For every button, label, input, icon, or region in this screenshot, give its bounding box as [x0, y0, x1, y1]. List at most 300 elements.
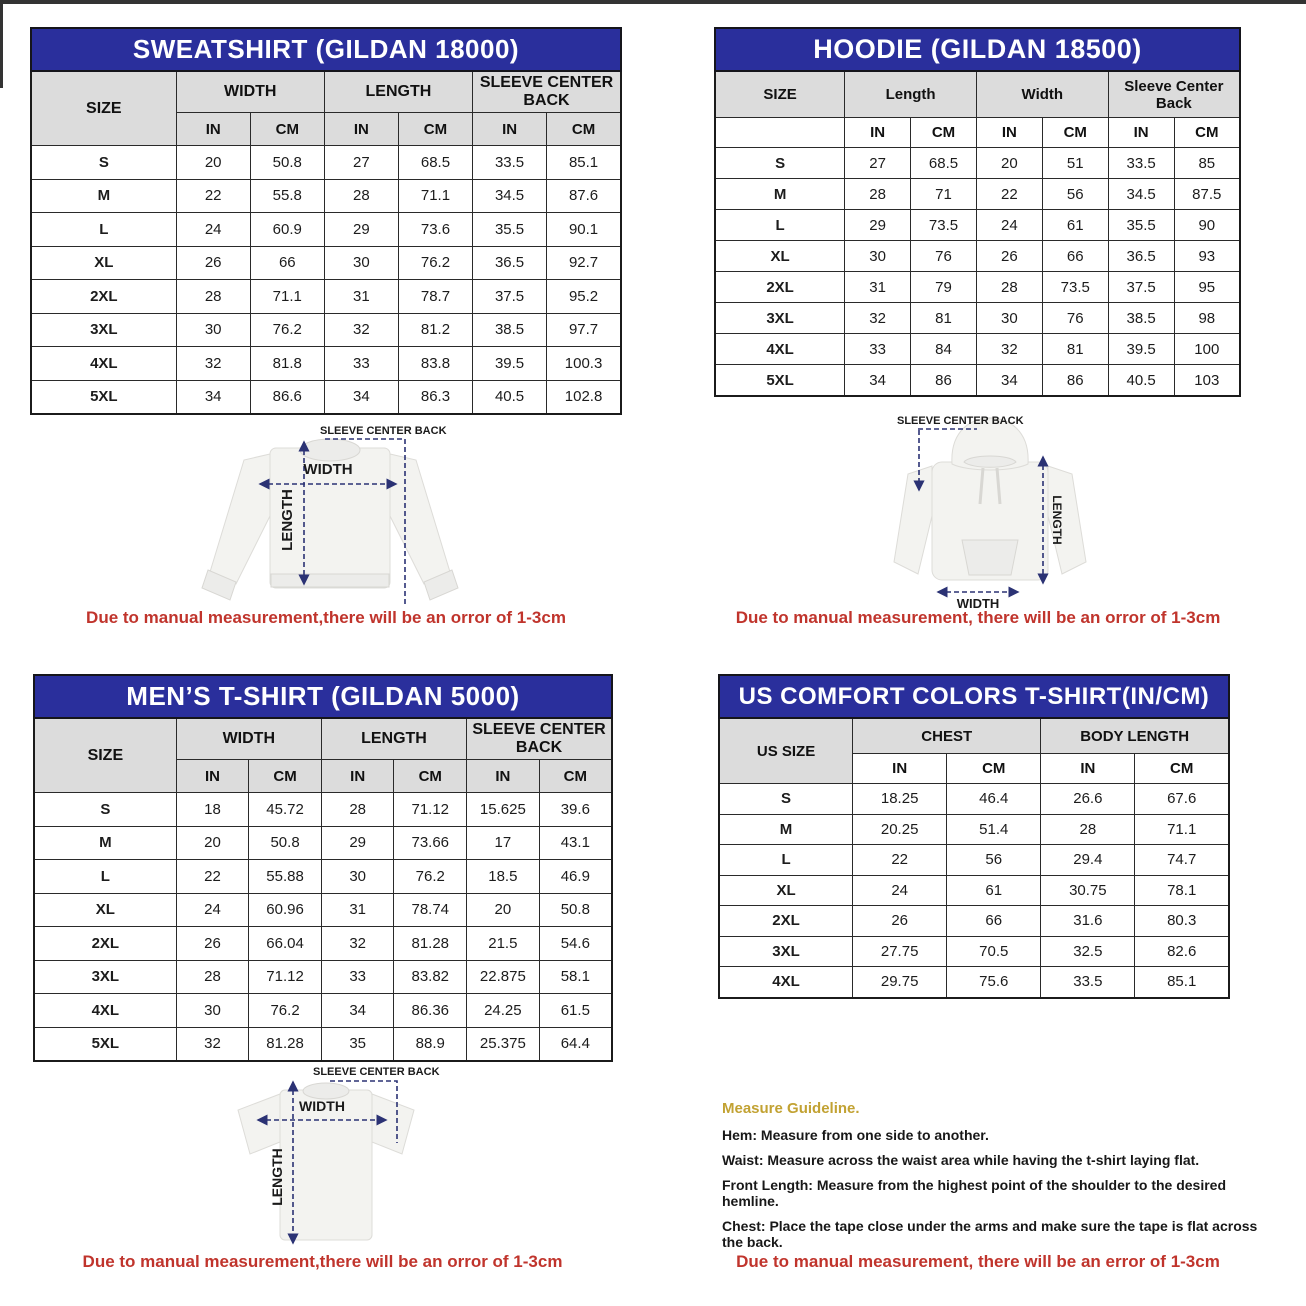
- size-cell: 4XL: [715, 334, 845, 365]
- column-header-body-length: BODY LENGTH: [1041, 718, 1229, 754]
- hoodie-size-chart: [714, 27, 1241, 397]
- value-cell: 31: [321, 893, 394, 927]
- value-cell: 28: [176, 960, 249, 994]
- size-cell: XL: [31, 246, 176, 280]
- column-header-size: SIZE: [31, 71, 176, 146]
- length-label: LENGTH: [279, 489, 296, 551]
- value-cell: 76.2: [398, 246, 472, 280]
- guideline-item-text: Place the tape close under the arms and make sure the tape is flat across the back.: [722, 1218, 1258, 1250]
- size-cell: 4XL: [31, 347, 176, 381]
- unit-header: CM: [394, 760, 467, 793]
- unit-header: CM: [398, 113, 472, 146]
- column-header-length: LENGTH: [321, 718, 466, 760]
- value-cell: 85.1: [547, 146, 621, 180]
- value-cell: 103: [1174, 365, 1240, 397]
- value-cell: 28: [176, 280, 250, 314]
- value-cell: 90: [1174, 210, 1240, 241]
- value-cell: 25.375: [467, 1027, 540, 1061]
- unit-header: IN: [176, 760, 249, 793]
- value-cell: 26.6: [1041, 784, 1135, 815]
- value-cell: 34: [321, 994, 394, 1028]
- size-cell: 3XL: [719, 936, 853, 967]
- value-cell: 36.5: [473, 246, 547, 280]
- value-cell: 32: [324, 313, 398, 347]
- column-header-chest: CHEST: [853, 718, 1041, 754]
- value-cell: 28: [1041, 814, 1135, 845]
- value-cell: 50.8: [249, 826, 322, 860]
- length-label: LENGTH: [1050, 495, 1064, 545]
- table-row: [34, 927, 612, 961]
- value-cell: 97.7: [547, 313, 621, 347]
- width-label: WIDTH: [299, 1098, 345, 1114]
- value-cell: 38.5: [1108, 303, 1174, 334]
- table-row: [31, 179, 621, 213]
- value-cell: 81: [911, 303, 977, 334]
- value-cell: 35.5: [1108, 210, 1174, 241]
- value-cell: 29.4: [1041, 845, 1135, 876]
- value-cell: 33.5: [1108, 148, 1174, 179]
- table-row: [34, 1027, 612, 1061]
- value-cell: 30.75: [1041, 875, 1135, 906]
- value-cell: 60.9: [250, 213, 324, 247]
- value-cell: 27: [845, 148, 911, 179]
- value-cell: 76.2: [394, 860, 467, 894]
- hoodie-measure-diagram: [840, 412, 1240, 612]
- value-cell: 78.74: [394, 893, 467, 927]
- value-cell: 61: [947, 875, 1041, 906]
- value-cell: 26: [853, 906, 947, 937]
- guideline-item-text: Measure across the waist area while having the t-shirt laying flat.: [767, 1152, 1200, 1168]
- size-cell: M: [34, 826, 176, 860]
- value-cell: 34.5: [473, 179, 547, 213]
- value-cell: 28: [321, 793, 394, 827]
- size-cell: 2XL: [31, 280, 176, 314]
- sweatshirt-table: [30, 27, 622, 415]
- value-cell: 87.6: [547, 179, 621, 213]
- value-cell: 54.6: [539, 927, 612, 961]
- table-row: [719, 845, 1229, 876]
- value-cell: 81.28: [394, 927, 467, 961]
- value-cell: 67.6: [1135, 784, 1229, 815]
- value-cell: 86: [1042, 365, 1108, 397]
- value-cell: 29: [321, 826, 394, 860]
- size-cell: L: [719, 845, 853, 876]
- value-cell: 85.1: [1135, 967, 1229, 998]
- guideline-item-label: Waist:: [722, 1152, 764, 1168]
- value-cell: 71: [911, 179, 977, 210]
- value-cell: 22: [853, 845, 947, 876]
- value-cell: 102.8: [547, 380, 621, 414]
- value-cell: 29: [845, 210, 911, 241]
- value-cell: 76: [1042, 303, 1108, 334]
- guideline-item: [722, 1218, 1267, 1250]
- unit-header: IN: [845, 118, 911, 148]
- guideline-item: [722, 1152, 1267, 1168]
- unit-header: CM: [1135, 754, 1229, 784]
- table-row: [31, 280, 621, 314]
- unit-header: CM: [1042, 118, 1108, 148]
- value-cell: 39.5: [473, 347, 547, 381]
- value-cell: 45.72: [249, 793, 322, 827]
- value-cell: 79: [911, 272, 977, 303]
- width-label: WIDTH: [956, 596, 1000, 611]
- value-cell: 32: [976, 334, 1042, 365]
- table-row: [715, 303, 1240, 334]
- value-cell: 26: [976, 241, 1042, 272]
- value-cell: 22: [176, 860, 249, 894]
- value-cell: 86.6: [250, 380, 324, 414]
- table-row: [715, 365, 1240, 397]
- value-cell: 32: [176, 347, 250, 381]
- column-header-length: LENGTH: [324, 71, 472, 113]
- unit-header: IN: [467, 760, 540, 793]
- value-cell: 70.5: [947, 936, 1041, 967]
- value-cell: 60.96: [249, 893, 322, 927]
- value-cell: 33: [324, 347, 398, 381]
- value-cell: 40.5: [473, 380, 547, 414]
- value-cell: 20: [176, 146, 250, 180]
- column-header-sleeve: SLEEVE CENTER BACK: [467, 718, 612, 760]
- guideline-item-text: Measure from one side to another.: [760, 1127, 989, 1143]
- value-cell: 20: [467, 893, 540, 927]
- column-header-width: WIDTH: [176, 718, 321, 760]
- value-cell: 35.5: [473, 213, 547, 247]
- size-cell: 2XL: [34, 927, 176, 961]
- size-cell: 5XL: [34, 1027, 176, 1061]
- table-row: [715, 179, 1240, 210]
- table-row: [34, 960, 612, 994]
- unit-header: IN: [321, 760, 394, 793]
- value-cell: 50.8: [539, 893, 612, 927]
- column-header-width: WIDTH: [176, 71, 324, 113]
- size-cell: XL: [719, 875, 853, 906]
- unit-header: IN: [1108, 118, 1174, 148]
- measure-guideline: [722, 1100, 1267, 1259]
- table-row: [34, 893, 612, 927]
- value-cell: 88.9: [394, 1027, 467, 1061]
- table-row: [31, 347, 621, 381]
- unit-header: IN: [324, 113, 398, 146]
- value-cell: 98: [1174, 303, 1240, 334]
- value-cell: 28: [324, 179, 398, 213]
- value-cell: 71.1: [250, 280, 324, 314]
- value-cell: 24: [176, 213, 250, 247]
- value-cell: 51.4: [947, 814, 1041, 845]
- value-cell: 61.5: [539, 994, 612, 1028]
- sweatshirt-disclaimer: Due to manual measurement,there will be an orror of 1-3cm: [86, 608, 566, 627]
- value-cell: 34: [976, 365, 1042, 397]
- value-cell: 18: [176, 793, 249, 827]
- value-cell: 32: [176, 1027, 249, 1061]
- value-cell: 76: [911, 241, 977, 272]
- empty-header-cell: [715, 118, 845, 148]
- value-cell: 38.5: [473, 313, 547, 347]
- value-cell: 36.5: [1108, 241, 1174, 272]
- value-cell: 24.25: [467, 994, 540, 1028]
- comfort-disclaimer: Due to manual measurement, there will be an error of 1-3cm: [736, 1252, 1220, 1271]
- value-cell: 64.4: [539, 1027, 612, 1061]
- value-cell: 26: [176, 246, 250, 280]
- value-cell: 31: [845, 272, 911, 303]
- value-cell: 78.7: [398, 280, 472, 314]
- table-row: [715, 210, 1240, 241]
- table-title: HOODIE (GILDAN 18500): [715, 28, 1240, 71]
- value-cell: 82.6: [1135, 936, 1229, 967]
- size-cell: XL: [715, 241, 845, 272]
- width-label: WIDTH: [303, 461, 353, 478]
- length-label: LENGTH: [269, 1148, 285, 1206]
- table-row: [715, 241, 1240, 272]
- table-row: [715, 272, 1240, 303]
- size-cell: L: [715, 210, 845, 241]
- value-cell: 76.2: [249, 994, 322, 1028]
- size-cell: 5XL: [31, 380, 176, 414]
- value-cell: 24: [176, 893, 249, 927]
- column-header-size: SIZE: [34, 718, 176, 793]
- comfort-colors-table: [718, 674, 1230, 999]
- size-cell: 4XL: [719, 967, 853, 998]
- value-cell: 30: [845, 241, 911, 272]
- value-cell: 27.75: [853, 936, 947, 967]
- value-cell: 34: [845, 365, 911, 397]
- column-header-sleeve: SLEEVE CENTER BACK: [473, 71, 621, 113]
- value-cell: 66.04: [249, 927, 322, 961]
- value-cell: 34: [324, 380, 398, 414]
- column-header-width: Width: [976, 71, 1108, 118]
- unit-header: IN: [976, 118, 1042, 148]
- table-row: [31, 213, 621, 247]
- value-cell: 66: [1042, 241, 1108, 272]
- column-header-us-size: US SIZE: [719, 718, 853, 784]
- value-cell: 71.1: [398, 179, 472, 213]
- value-cell: 81: [1042, 334, 1108, 365]
- value-cell: 55.8: [250, 179, 324, 213]
- value-cell: 84: [911, 334, 977, 365]
- sweatshirt-measure-diagram: [120, 420, 560, 612]
- value-cell: 15.625: [467, 793, 540, 827]
- guideline-item: [722, 1177, 1267, 1209]
- value-cell: 33: [845, 334, 911, 365]
- unit-header: IN: [176, 113, 250, 146]
- size-cell: M: [715, 179, 845, 210]
- value-cell: 32: [845, 303, 911, 334]
- value-cell: 30: [176, 994, 249, 1028]
- size-cell: XL: [34, 893, 176, 927]
- value-cell: 22: [976, 179, 1042, 210]
- value-cell: 35: [321, 1027, 394, 1061]
- value-cell: 24: [976, 210, 1042, 241]
- value-cell: 58.1: [539, 960, 612, 994]
- unit-header: CM: [249, 760, 322, 793]
- size-cell: 5XL: [715, 365, 845, 397]
- value-cell: 39.6: [539, 793, 612, 827]
- unit-header: CM: [911, 118, 977, 148]
- tshirt-disclaimer: Due to manual measurement,there will be an orror of 1-3cm: [82, 1252, 563, 1271]
- value-cell: 73.66: [394, 826, 467, 860]
- tshirt-table: [33, 674, 613, 1062]
- hoodie-disclaimer: Due to manual measurement, there will be an orror of 1-3cm: [735, 608, 1221, 627]
- value-cell: 75.6: [947, 967, 1041, 998]
- value-cell: 100.3: [547, 347, 621, 381]
- table-row: [719, 906, 1229, 937]
- value-cell: 80.3: [1135, 906, 1229, 937]
- value-cell: 30: [324, 246, 398, 280]
- value-cell: 40.5: [1108, 365, 1174, 397]
- value-cell: 32: [321, 927, 394, 961]
- value-cell: 18.25: [853, 784, 947, 815]
- value-cell: 68.5: [398, 146, 472, 180]
- left-edge-artifact: [0, 0, 3, 88]
- value-cell: 30: [976, 303, 1042, 334]
- value-cell: 56: [1042, 179, 1108, 210]
- table-row: [34, 860, 612, 894]
- size-cell: 3XL: [34, 960, 176, 994]
- size-cell: S: [34, 793, 176, 827]
- value-cell: 20.25: [853, 814, 947, 845]
- sleeve-center-back-label: SLEEVE CENTER BACK: [313, 1066, 440, 1078]
- value-cell: 22: [176, 179, 250, 213]
- value-cell: 20: [176, 826, 249, 860]
- value-cell: 29: [324, 213, 398, 247]
- table-row: [34, 994, 612, 1028]
- value-cell: 73.5: [1042, 272, 1108, 303]
- value-cell: 86.3: [398, 380, 472, 414]
- value-cell: 28: [845, 179, 911, 210]
- value-cell: 78.1: [1135, 875, 1229, 906]
- value-cell: 27: [324, 146, 398, 180]
- value-cell: 37.5: [473, 280, 547, 314]
- table-row: [31, 380, 621, 414]
- table-row: [31, 246, 621, 280]
- table-row: [719, 936, 1229, 967]
- value-cell: 61: [1042, 210, 1108, 241]
- size-cell: M: [31, 179, 176, 213]
- value-cell: 24: [853, 875, 947, 906]
- unit-header: IN: [473, 113, 547, 146]
- value-cell: 32.5: [1041, 936, 1135, 967]
- unit-header: CM: [250, 113, 324, 146]
- value-cell: 95.2: [547, 280, 621, 314]
- value-cell: 51: [1042, 148, 1108, 179]
- value-cell: 34.5: [1108, 179, 1174, 210]
- table-title: SWEATSHIRT (GILDAN 18000): [31, 28, 621, 71]
- value-cell: 81.2: [398, 313, 472, 347]
- column-header-length: Length: [845, 71, 977, 118]
- value-cell: 86.36: [394, 994, 467, 1028]
- value-cell: 76.2: [250, 313, 324, 347]
- value-cell: 56: [947, 845, 1041, 876]
- value-cell: 66: [250, 246, 324, 280]
- value-cell: 71.12: [249, 960, 322, 994]
- value-cell: 26: [176, 927, 249, 961]
- value-cell: 29.75: [853, 967, 947, 998]
- value-cell: 73.5: [911, 210, 977, 241]
- value-cell: 30: [176, 313, 250, 347]
- value-cell: 46.9: [539, 860, 612, 894]
- value-cell: 90.1: [547, 213, 621, 247]
- value-cell: 22.875: [467, 960, 540, 994]
- unit-header: CM: [947, 754, 1041, 784]
- value-cell: 83.8: [398, 347, 472, 381]
- column-header-size: SIZE: [715, 71, 845, 118]
- value-cell: 71.1: [1135, 814, 1229, 845]
- value-cell: 20: [976, 148, 1042, 179]
- value-cell: 73.6: [398, 213, 472, 247]
- value-cell: 28: [976, 272, 1042, 303]
- value-cell: 30: [321, 860, 394, 894]
- value-cell: 18.5: [467, 860, 540, 894]
- value-cell: 95: [1174, 272, 1240, 303]
- value-cell: 43.1: [539, 826, 612, 860]
- guideline-item-label: Hem:: [722, 1127, 758, 1143]
- guideline-title: Measure Guideline.: [722, 1100, 860, 1117]
- value-cell: 100: [1174, 334, 1240, 365]
- table-title: US COMFORT COLORS T-SHIRT(IN/CM): [719, 675, 1229, 718]
- size-cell: 3XL: [715, 303, 845, 334]
- size-cell: M: [719, 814, 853, 845]
- table-title: MEN’S T-SHIRT (GILDAN 5000): [34, 675, 612, 718]
- sweatshirt-size-chart: [30, 27, 622, 415]
- sleeve-center-back-label: SLEEVE CENTER BACK: [320, 425, 447, 437]
- unit-header: CM: [547, 113, 621, 146]
- unit-header: IN: [1041, 754, 1135, 784]
- value-cell: 31.6: [1041, 906, 1135, 937]
- value-cell: 33.5: [473, 146, 547, 180]
- value-cell: 37.5: [1108, 272, 1174, 303]
- sleeve-center-back-label: SLEEVE CENTER BACK: [897, 415, 1024, 427]
- table-row: [715, 334, 1240, 365]
- hoodie-table: [714, 27, 1241, 397]
- tshirt-measure-diagram: [180, 1062, 600, 1250]
- table-row: [31, 313, 621, 347]
- guideline-item: [722, 1127, 1267, 1143]
- value-cell: 74.7: [1135, 845, 1229, 876]
- size-cell: L: [31, 213, 176, 247]
- size-cell: S: [719, 784, 853, 815]
- value-cell: 55.88: [249, 860, 322, 894]
- tshirt-size-chart: [33, 674, 613, 1062]
- size-cell: S: [715, 148, 845, 179]
- value-cell: 86: [911, 365, 977, 397]
- size-cell: L: [34, 860, 176, 894]
- table-row: [719, 784, 1229, 815]
- value-cell: 50.8: [250, 146, 324, 180]
- size-cell: 4XL: [34, 994, 176, 1028]
- value-cell: 83.82: [394, 960, 467, 994]
- value-cell: 46.4: [947, 784, 1041, 815]
- value-cell: 66: [947, 906, 1041, 937]
- unit-header: IN: [853, 754, 947, 784]
- value-cell: 17: [467, 826, 540, 860]
- value-cell: 81.28: [249, 1027, 322, 1061]
- size-cell: 2XL: [719, 906, 853, 937]
- value-cell: 87.5: [1174, 179, 1240, 210]
- table-row: [715, 148, 1240, 179]
- value-cell: 68.5: [911, 148, 977, 179]
- value-cell: 31: [324, 280, 398, 314]
- size-cell: 3XL: [31, 313, 176, 347]
- value-cell: 39.5: [1108, 334, 1174, 365]
- size-cell: S: [31, 146, 176, 180]
- guideline-item-label: Chest:: [722, 1218, 766, 1234]
- comfort-colors-size-chart: [718, 674, 1230, 999]
- value-cell: 33.5: [1041, 967, 1135, 998]
- table-row: [31, 146, 621, 180]
- table-row: [719, 875, 1229, 906]
- value-cell: 85: [1174, 148, 1240, 179]
- unit-header: CM: [539, 760, 612, 793]
- column-header-sleeve: Sleeve Center Back: [1108, 71, 1240, 118]
